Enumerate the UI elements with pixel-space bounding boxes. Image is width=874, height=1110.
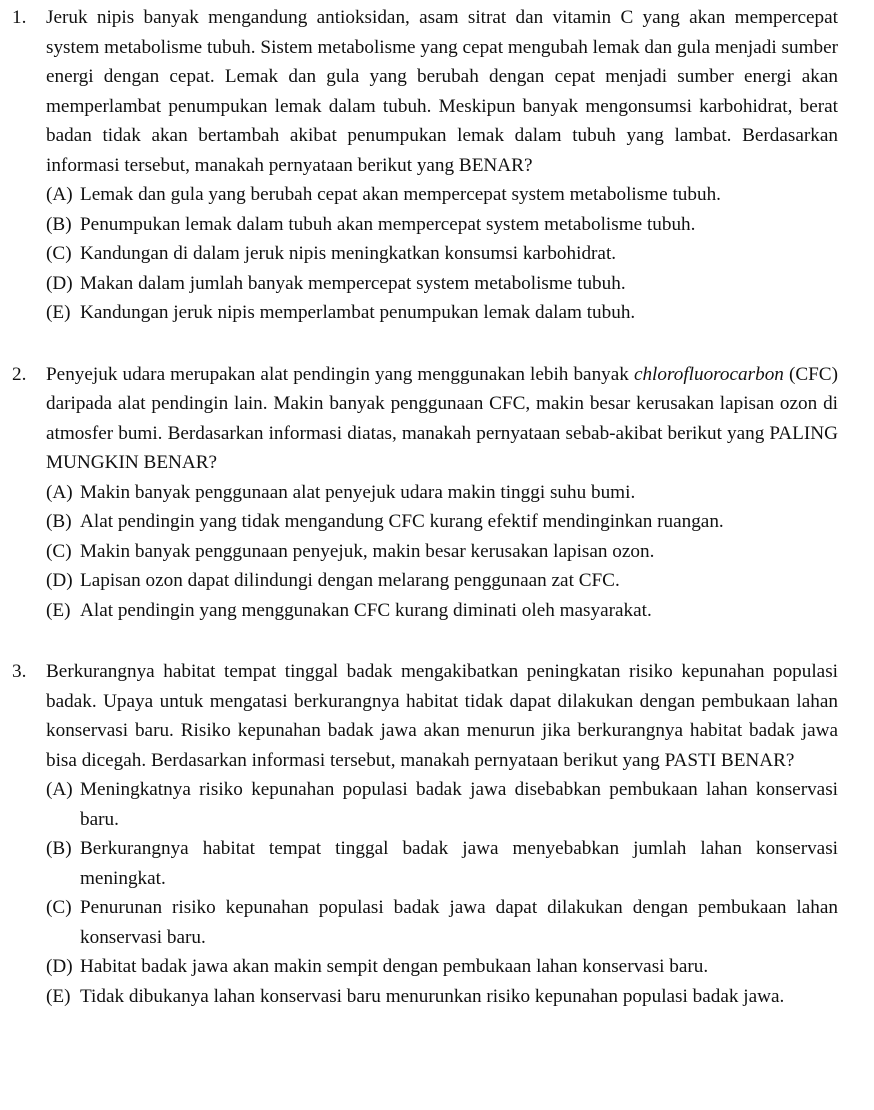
question-number: 3. bbox=[12, 661, 27, 682]
option-d[interactable] bbox=[46, 269, 838, 299]
option-label: (D) bbox=[46, 956, 73, 977]
question-3 bbox=[12, 657, 838, 1011]
option-text: Makin banyak penggunaan alat penyejuk udara makin tinggi suhu bumi. bbox=[80, 481, 636, 503]
option-b[interactable] bbox=[46, 834, 838, 893]
option-text: Penurunan risiko kepunahan populasi badak jawa dapat dilakukan dengan pembukaan lahan konservasi baru. bbox=[80, 897, 838, 948]
option-label: (A) bbox=[46, 184, 73, 205]
question-1 bbox=[12, 3, 838, 328]
question-body bbox=[46, 360, 838, 626]
option-text: Lapisan ozon dapat dilindungi dengan melarang penggunaan zat CFC. bbox=[80, 570, 620, 591]
option-text: Penumpukan lemak dalam tubuh akan mempercepat system metabolisme tubuh. bbox=[80, 213, 696, 235]
option-label: (C) bbox=[46, 897, 72, 918]
option-b[interactable] bbox=[46, 507, 838, 537]
option-text: Makin banyak penggunaan penyejuk, makin besar kerusakan lapisan ozon. bbox=[80, 540, 655, 562]
option-d[interactable] bbox=[46, 566, 838, 596]
question-body bbox=[46, 3, 838, 328]
option-a[interactable] bbox=[46, 180, 838, 210]
option-e[interactable] bbox=[46, 982, 838, 1012]
option-e[interactable] bbox=[46, 298, 838, 328]
option-label: (B) bbox=[46, 838, 72, 859]
option-text: Lemak dan gula yang berubah cepat akan mempercepat system metabolisme tubuh. bbox=[80, 184, 721, 205]
option-text: Alat pendingin yang tidak mengandung CFC kurang efektif mendinginkan ruangan. bbox=[80, 511, 724, 532]
option-text: Habitat badak jawa akan makin sempit dengan pembukaan lahan konservasi baru. bbox=[80, 956, 709, 977]
option-c[interactable] bbox=[46, 239, 838, 269]
option-label: (C) bbox=[46, 540, 72, 562]
option-text: Alat pendingin yang menggunakan CFC kurang diminati oleh masyarakat. bbox=[80, 599, 652, 621]
stem-text: (CFC) daripada alat pendingin lain. Makin banyak penggunaan CFC, makin besar kerusakan lapisan ozon di atmosfer bumi. Berdasarkan informasi diatas, manakah pernyataan sebab-akibat berikut yang PALING MUNGKIN BENAR? bbox=[46, 363, 838, 473]
option-text: Makan dalam jumlah banyak mempercepat system metabolisme tubuh. bbox=[80, 272, 626, 294]
option-label: (C) bbox=[46, 243, 72, 264]
option-d[interactable] bbox=[46, 952, 838, 982]
option-label: (E) bbox=[46, 985, 71, 1007]
option-c[interactable] bbox=[46, 537, 838, 567]
option-c[interactable] bbox=[46, 893, 838, 952]
stem-text: Penyejuk udara merupakan alat pendingin yang menggunakan lebih banyak bbox=[46, 363, 629, 385]
question-number: 2. bbox=[12, 363, 27, 385]
question-stem bbox=[46, 360, 838, 478]
option-text: Berkurangnya habitat tempat tinggal badak jawa menyebabkan jumlah lahan konservasi meningkat. bbox=[80, 838, 838, 889]
stem-italic-term: chlorofluorocarbon bbox=[633, 363, 784, 385]
question-number: 1. bbox=[12, 7, 27, 28]
option-text: Kandungan di dalam jeruk nipis meningkatkan konsumsi karbohidrat. bbox=[80, 243, 617, 264]
option-a[interactable] bbox=[46, 478, 838, 508]
option-text: Tidak dibukanya lahan konservasi baru menurunkan risiko kepunahan populasi badak jawa. bbox=[80, 985, 785, 1007]
option-label: (A) bbox=[46, 481, 73, 503]
option-label: (D) bbox=[46, 272, 73, 294]
question-2 bbox=[12, 360, 838, 626]
option-a[interactable] bbox=[46, 775, 838, 834]
question-stem: Jeruk nipis banyak mengandung antioksidan, asam sitrat dan vitamin C yang akan mempercepat system metabolisme tubuh. Sistem metabolisme yang cepat mengubah lemak dan gula menjadi sumber energi dengan cepat. Lemak dan gula yang berubah dengan cepat menjadi sumber energi akan memperlambat penumpukan lemak dalam tubuh. Meskipun banyak mengonsumsi karbohidrat, berat badan tidak akan bertambah akibat penumpukan lemak dalam tubuh yang lambat. Berdasarkan informasi tersebut, manakah pernyataan berikut yang BENAR? bbox=[46, 7, 838, 176]
option-label: (A) bbox=[46, 779, 73, 800]
option-label: (B) bbox=[46, 213, 72, 235]
option-text: Meningkatnya risiko kepunahan populasi badak jawa disebabkan pembukaan lahan konservasi baru. bbox=[80, 779, 838, 830]
option-label: (D) bbox=[46, 570, 73, 591]
question-body bbox=[46, 657, 838, 1011]
option-text: Kandungan jeruk nipis memperlambat penumpukan lemak dalam tubuh. bbox=[80, 302, 636, 323]
option-e[interactable] bbox=[46, 596, 838, 626]
option-label: (B) bbox=[46, 511, 72, 532]
option-label: (E) bbox=[46, 599, 71, 621]
question-stem: Berkurangnya habitat tempat tinggal badak mengakibatkan peningkatan risiko kepunahan populasi badak. Upaya untuk mengatasi berkurangnya habitat tidak dapat dilakukan dengan pembukaan lahan konservasi baru. Risiko kepunahan badak jawa akan menurun jika berkurangnya habitat badak jawa bisa dicegah. Berdasarkan informasi tersebut, manakah pernyataan berikut yang PASTI BENAR? bbox=[46, 661, 838, 771]
option-label: (E) bbox=[46, 302, 71, 323]
option-b[interactable] bbox=[46, 210, 838, 240]
